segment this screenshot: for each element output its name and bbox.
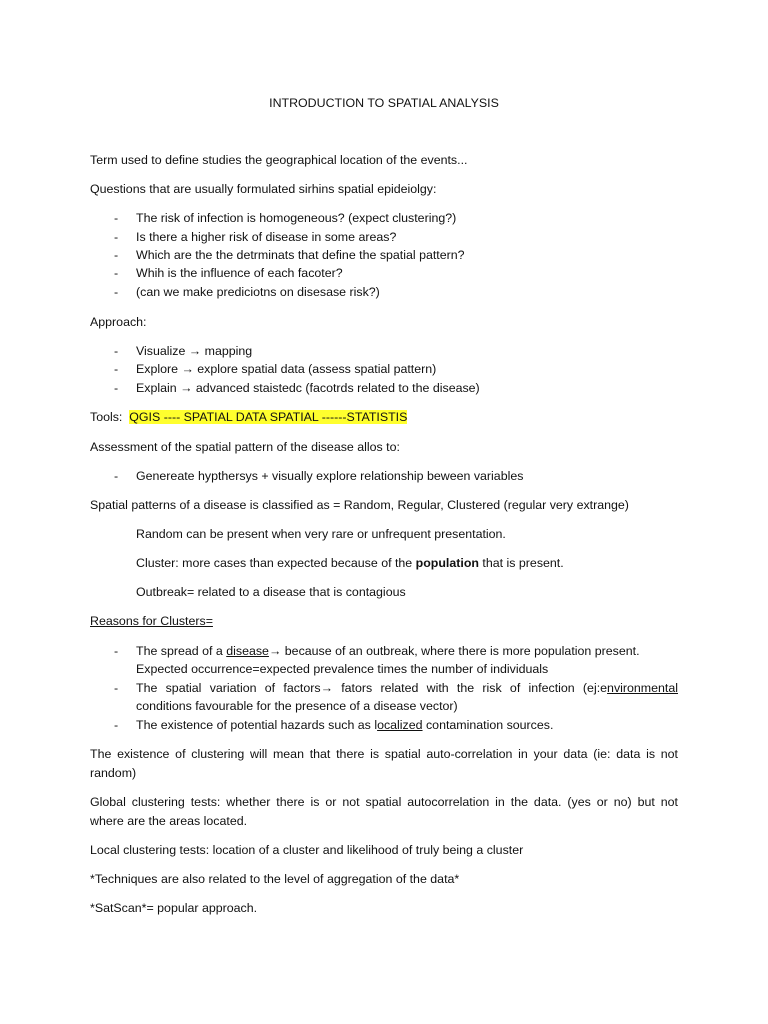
reason-text: → because of an outbreak, where there is more population present. bbox=[268, 644, 640, 658]
bullet-dash: - bbox=[114, 362, 119, 376]
assessment-heading: Assessment of the spatial pattern of the disease allos to: bbox=[90, 440, 400, 454]
bullet-dash: - bbox=[114, 718, 119, 732]
approach-item: Visualize → mapping bbox=[136, 344, 253, 358]
reason-text: The spatial variation of factors→ fators related with the risk of infection (ej:e bbox=[136, 681, 608, 695]
page-title: INTRODUCTION TO SPATIAL ANALYSIS bbox=[269, 96, 499, 110]
reason-item bbox=[136, 642, 678, 660]
outbreak-paragraph: Outbreak= related to a disease that is contagious bbox=[136, 585, 406, 599]
reason-underlined-text: disease bbox=[226, 644, 269, 658]
bullet-dash: - bbox=[114, 248, 119, 262]
tools-highlight: QGIS ---- SPATIAL DATA SPATIAL ------STATISTIS bbox=[129, 410, 408, 424]
tools-label: Tools: bbox=[90, 410, 123, 424]
question-item: (can we make prediciotns on disesase risk?) bbox=[136, 285, 380, 299]
reason-underlined-text: ocalized bbox=[377, 718, 423, 732]
techniques-paragraph: *Techniques are also related to the level of aggregation of the data* bbox=[90, 872, 460, 886]
bullet-dash: - bbox=[114, 469, 119, 483]
bullet-dash: - bbox=[114, 285, 119, 299]
reason-text: The spread of a bbox=[136, 644, 227, 658]
reason-item-continuation: conditions favourable for the presence of a disease vector) bbox=[136, 699, 458, 713]
tools-line bbox=[90, 408, 678, 426]
reasons-heading: Reasons for Clusters= bbox=[90, 614, 213, 628]
approach-item: Explain → advanced staistedc (facotrds related to the disease) bbox=[136, 381, 480, 395]
bullet-dash: - bbox=[114, 266, 119, 280]
bullet-dash: - bbox=[114, 381, 119, 395]
autocorrelation-paragraph: The existence of clustering will mean that there is spatial auto-correlation in your data (ie: data is not bbox=[90, 747, 678, 761]
approach-heading: Approach: bbox=[90, 315, 147, 329]
satscan-paragraph: *SatScan*= popular approach. bbox=[90, 901, 258, 915]
bullet-dash: - bbox=[114, 644, 119, 658]
cluster-bold-text: population bbox=[415, 556, 479, 570]
reason-text: contamination sources. bbox=[422, 718, 554, 732]
assessment-item: Genereate hypthersys + visually explore relationship beween variables bbox=[136, 469, 524, 483]
bullet-dash: - bbox=[114, 681, 119, 695]
intro-paragraph: Term used to define studies the geographical location of the events... bbox=[90, 153, 468, 167]
patterns-paragraph: Spatial patterns of a disease is classified as = Random, Regular, Clustered (regular very extrange) bbox=[90, 498, 629, 512]
random-paragraph: Random can be present when very rare or unfrequent presentation. bbox=[136, 527, 506, 541]
question-item: Which are the the detrminats that define the spatial pattern? bbox=[136, 248, 465, 262]
question-item: Whih is the influence of each facoter? bbox=[136, 266, 343, 280]
bullet-dash: - bbox=[114, 344, 119, 358]
question-item: Is there a higher risk of disease in some areas? bbox=[136, 230, 397, 244]
reason-item-continuation: Expected occurrence=expected prevalence times the number of individuals bbox=[136, 662, 549, 676]
cluster-paragraph bbox=[136, 554, 678, 572]
reason-underlined-text: nvironmental bbox=[607, 681, 678, 695]
global-tests-paragraph-continuation: where are the areas located. bbox=[90, 814, 248, 828]
reason-item bbox=[136, 716, 678, 734]
global-tests-paragraph: Global clustering tests: whether there is or not spatial autocorrelation in the data. (yes or no) but not bbox=[90, 795, 678, 809]
autocorrelation-paragraph-continuation: random) bbox=[90, 766, 137, 780]
reason-text: The existence of potential hazards such as l bbox=[136, 718, 378, 732]
question-item: The risk of infection is homogeneous? (expect clustering?) bbox=[136, 211, 457, 225]
bullet-dash: - bbox=[114, 230, 119, 244]
local-tests-paragraph: Local clustering tests: location of a cluster and likelihood of truly being a cluster bbox=[90, 843, 524, 857]
approach-item: Explore → explore spatial data (assess spatial pattern) bbox=[136, 362, 437, 376]
cluster-text: Cluster: more cases than expected because of the bbox=[136, 556, 416, 570]
cluster-text: that is present. bbox=[478, 556, 564, 570]
questions-heading: Questions that are usually formulated sirhins spatial epideiolgy: bbox=[90, 182, 437, 196]
reason-item bbox=[136, 679, 678, 697]
bullet-dash: - bbox=[114, 211, 119, 225]
